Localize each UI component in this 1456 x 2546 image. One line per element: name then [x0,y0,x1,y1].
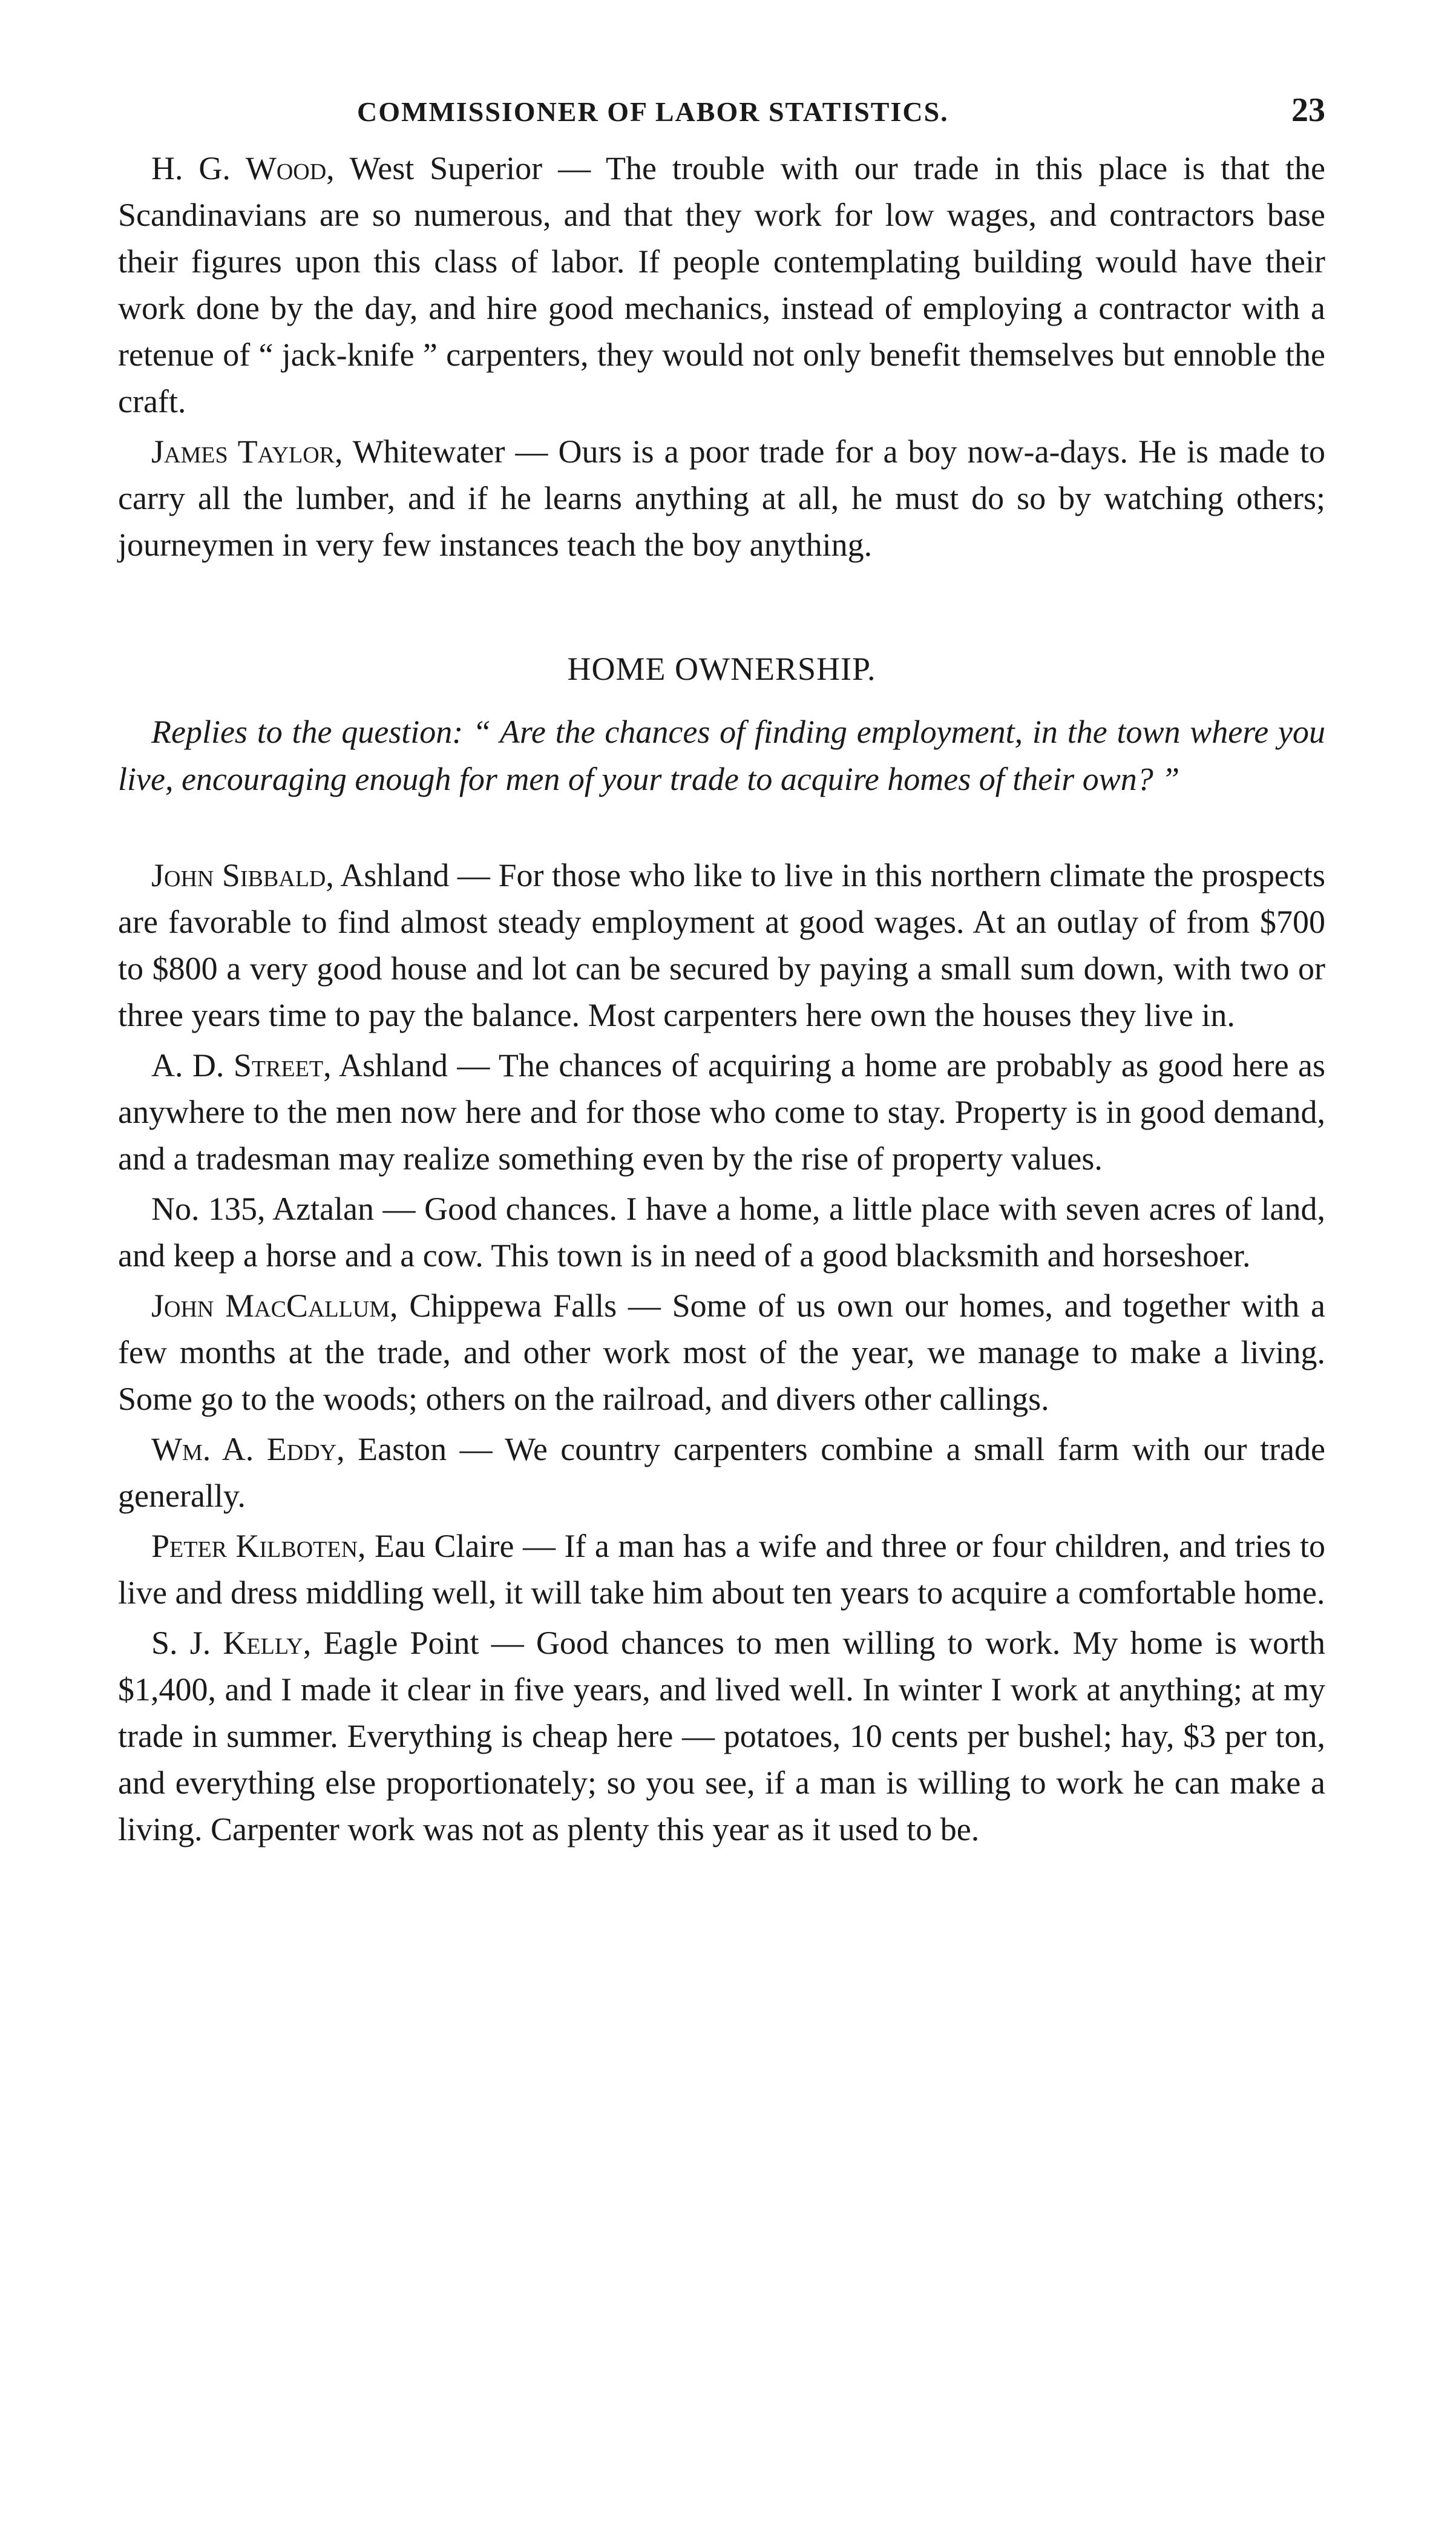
speaker-name: John Sibbald [151,857,326,893]
reply-street [118,1042,1325,1182]
reply-sibbald [118,852,1325,1039]
speaker-name: James Taylor [151,433,335,470]
speaker-name: Wm. A. Eddy [151,1431,337,1467]
document-page [118,91,1325,1853]
speaker-name: John MacCallum [151,1288,390,1324]
running-header [118,91,1325,145]
page-number: 23 [1291,91,1325,129]
reply-maccallum [118,1283,1325,1423]
section-spacer [118,803,1325,852]
reply-text: , Eau Claire — If a man has a wife and three or four children, and tries to live and dress middling well, it will take him about ten years to acquire a comfortable home. [118,1528,1326,1611]
reply-text: No. 135, Aztalan — Good chances. I have a home, a little place with seven acres of land, and keep a horse and a cow. This town is in need of a good blacksmith and horseshoer. [118,1191,1325,1274]
reply-kelly [118,1620,1325,1853]
testimony-wood [118,145,1325,425]
speaker-name: A. D. Street [151,1047,324,1084]
section-spacer [118,568,1325,646]
testimony-text: , West Superior — The trouble with our trade in this place is that the Scandinavians are so numerous, and that they work for low wages, and contractors base their figures upon this class of labor. If people contemplating building would have their work done by the day, and hire good mechanics, instead of employing a contractor with a retenue of “ jack-knife ” carpenters, they would not only benefit themselves but ennoble the craft. [118,150,1325,419]
section-question: Replies to the question: “ Are the chances of finding employment, in the town where you live, encouraging enough for men of your trade to acquire homes of their own? ” [118,714,1325,797]
speaker-name: Peter Kilboten [151,1528,358,1564]
speaker-name: H. G. Wood [151,150,327,186]
testimony-taylor [118,429,1325,568]
reply-no-135 [118,1186,1325,1279]
speaker-name: S. J. Kelly [151,1625,303,1661]
reply-text: , Ashland — The chances of acquiring a home are probably as good here as anywhere to the men now here and for those who come to stay. Property is in good demand, and a tradesman may realize something even by the rise of property values. [118,1047,1325,1177]
reply-text: , Chippewa Falls — Some of us own our homes, and together with a few months at the trade, and other work most of the year, we manage to make a living. Some go to the woods; others on the railroad, and divers other callings. [118,1288,1325,1417]
reply-eddy [118,1426,1325,1519]
running-title: COMMISSIONER OF LABOR STATISTICS. [357,96,949,127]
section-heading: HOME OWNERSHIP. [567,651,876,687]
reply-text: , Ashland — For those who like to live in this northern climate the prospects are favorable to find almost steady employment at good wages. At an outlay of from $700 to $800 a very good house and lot can be secured by paying a small sum down, with two or three years time to pay the balance. Most carpenters here own the houses they live in. [118,857,1325,1033]
reply-text: , Easton — We country carpenters combine a small farm with our trade generally. [118,1431,1325,1514]
testimony-text: , Whitewater — Ours is a poor trade for a boy now-a-days. He is made to carry all the lumber, and if he learns anything at all, he must do so by watching others; journeymen in very few instances teach the boy anything. [118,433,1325,563]
reply-text: , Eagle Point — Good chances to men willing to work. My home is worth $1,400, and I made it clear in five years, and lived well. In winter I work at anything; at my trade in summer. Everything is cheap here — potatoes, 10 cents per bushel; hay, $3 per ton, and everything else proportionately; so you see, if a man is willing to work he can make a living. Carpenter work was not as plenty this year as it used to be. [118,1625,1325,1847]
reply-kilboten [118,1523,1325,1616]
